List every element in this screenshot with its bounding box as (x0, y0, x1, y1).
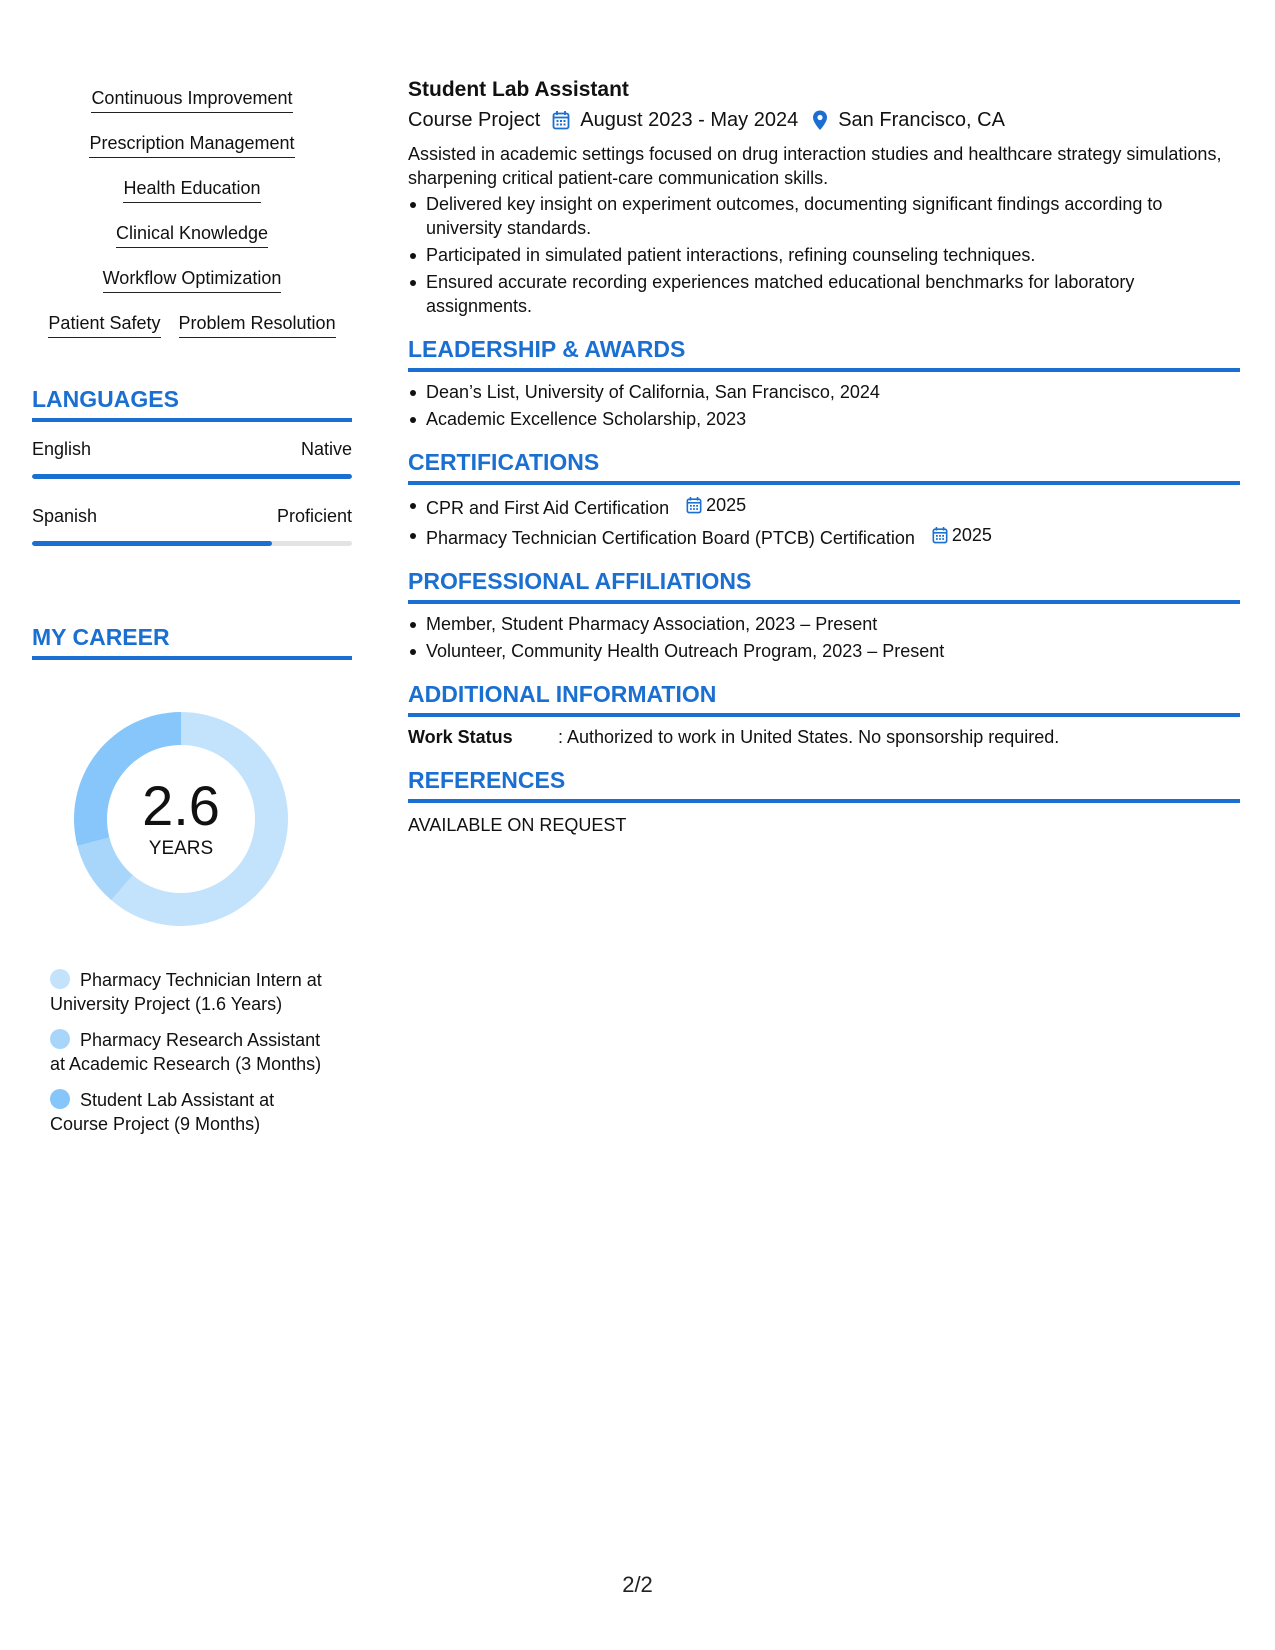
legend-label: Student Lab Assistant at Course Project (9 Months) (50, 1090, 275, 1134)
job-bullet: Participated in simulated patient interactions, refining counseling techniques. (408, 243, 1240, 267)
language-bar-fill (32, 541, 272, 546)
job-description: Assisted in academic settings focused on drug interaction studies and healthcare strategy simulations, sharpening critical patient-care communication skills. (408, 144, 1222, 188)
legend-dot (50, 1089, 70, 1109)
language-name: Spanish (32, 506, 98, 526)
job-bullet: Delivered key insight on experiment outcomes, documenting significant findings according to university standards. (408, 192, 1240, 240)
career-total-value: 2.6 (142, 774, 220, 837)
sidebar (32, 86, 352, 1148)
job-bullets (408, 192, 1240, 318)
leadership-heading: LEADERSHIP & AWARDS (408, 334, 1240, 372)
work-status-label: Work Status (408, 727, 513, 747)
references-text: AVAILABLE ON REQUEST (408, 815, 627, 835)
skill-tag: Health Education (123, 176, 260, 203)
skill-tag: Continuous Improvement (91, 86, 292, 113)
language-bar (32, 474, 352, 479)
work-status-row (408, 725, 1240, 749)
additional-section (408, 679, 1240, 749)
job-title: Student Lab Assistant (408, 78, 629, 101)
page-number: 2/2 (622, 1572, 653, 1597)
skill-tag: Clinical Knowledge (116, 221, 268, 248)
calendar-icon (552, 110, 570, 130)
certification-item (408, 493, 1240, 520)
skill-tag: Problem Resolution (179, 311, 336, 338)
career-total-unit: YEARS (148, 838, 214, 859)
language-level: Native (300, 439, 352, 459)
calendar-icon (686, 496, 702, 514)
skill-tag: Prescription Management (89, 131, 294, 158)
job-company: Course Project (408, 109, 541, 131)
references-section (408, 765, 1240, 837)
career-donut-chart (66, 704, 296, 934)
work-status-value: : Authorized to work in United States. No sponsorship required. (558, 727, 1060, 747)
leadership-section (408, 334, 1240, 431)
location-pin-icon (812, 110, 828, 131)
certification-year: 2025 (951, 525, 992, 545)
language-item (32, 505, 352, 546)
job-bullet: Ensured accurate recording experiences matched educational benchmarks for laboratory assignments. (408, 270, 1240, 318)
language-bar-fill (32, 474, 352, 479)
certification-item (408, 523, 1240, 550)
affiliation-item: Member, Student Pharmacy Association, 2023 – Present (408, 612, 1240, 636)
job-location: San Francisco, CA (838, 109, 1005, 131)
donut-center (66, 704, 296, 934)
experience-entry (408, 76, 1240, 318)
skills-list (32, 86, 352, 356)
certification-name: CPR and First Aid Certification (426, 498, 670, 518)
language-level: Proficient (276, 506, 352, 526)
language-bar (32, 541, 352, 546)
affiliations-section (408, 566, 1240, 663)
career-legend (50, 968, 330, 1136)
skill-tag: Patient Safety (48, 311, 160, 338)
main-content (408, 76, 1240, 837)
language-name: English (32, 439, 92, 459)
legend-item (50, 1088, 330, 1136)
languages-section (32, 384, 352, 546)
legend-label: Pharmacy Research Assistant at Academic Research (3 Months) (50, 1030, 322, 1074)
award-item: Academic Excellence Scholarship, 2023 (408, 407, 1240, 431)
skill-tag: Workflow Optimization (103, 266, 282, 293)
languages-heading: LANGUAGES (32, 384, 352, 422)
affiliation-item: Volunteer, Community Health Outreach Program, 2023 – Present (408, 639, 1240, 663)
certification-name: Pharmacy Technician Certification Board (PTCB) Certification (426, 528, 915, 548)
career-section (32, 622, 352, 1136)
legend-dot (50, 1029, 70, 1049)
calendar-icon (932, 526, 948, 544)
award-item: Dean’s List, University of California, San Francisco, 2024 (408, 380, 1240, 404)
job-meta (408, 106, 1240, 134)
language-item (32, 438, 352, 479)
legend-item (50, 1028, 330, 1076)
legend-item (50, 968, 330, 1016)
certification-year: 2025 (706, 495, 747, 515)
legend-label: Pharmacy Technician Intern at University Project (1.6 Years) (50, 970, 322, 1014)
certifications-heading: CERTIFICATIONS (408, 447, 1240, 485)
job-dates: August 2023 - May 2024 (580, 109, 799, 131)
career-heading: MY CAREER (32, 622, 352, 660)
references-heading: REFERENCES (408, 765, 1240, 803)
legend-dot (50, 969, 70, 989)
additional-heading: ADDITIONAL INFORMATION (408, 679, 1240, 717)
certifications-section (408, 447, 1240, 550)
affiliations-heading: PROFESSIONAL AFFILIATIONS (408, 566, 1240, 604)
